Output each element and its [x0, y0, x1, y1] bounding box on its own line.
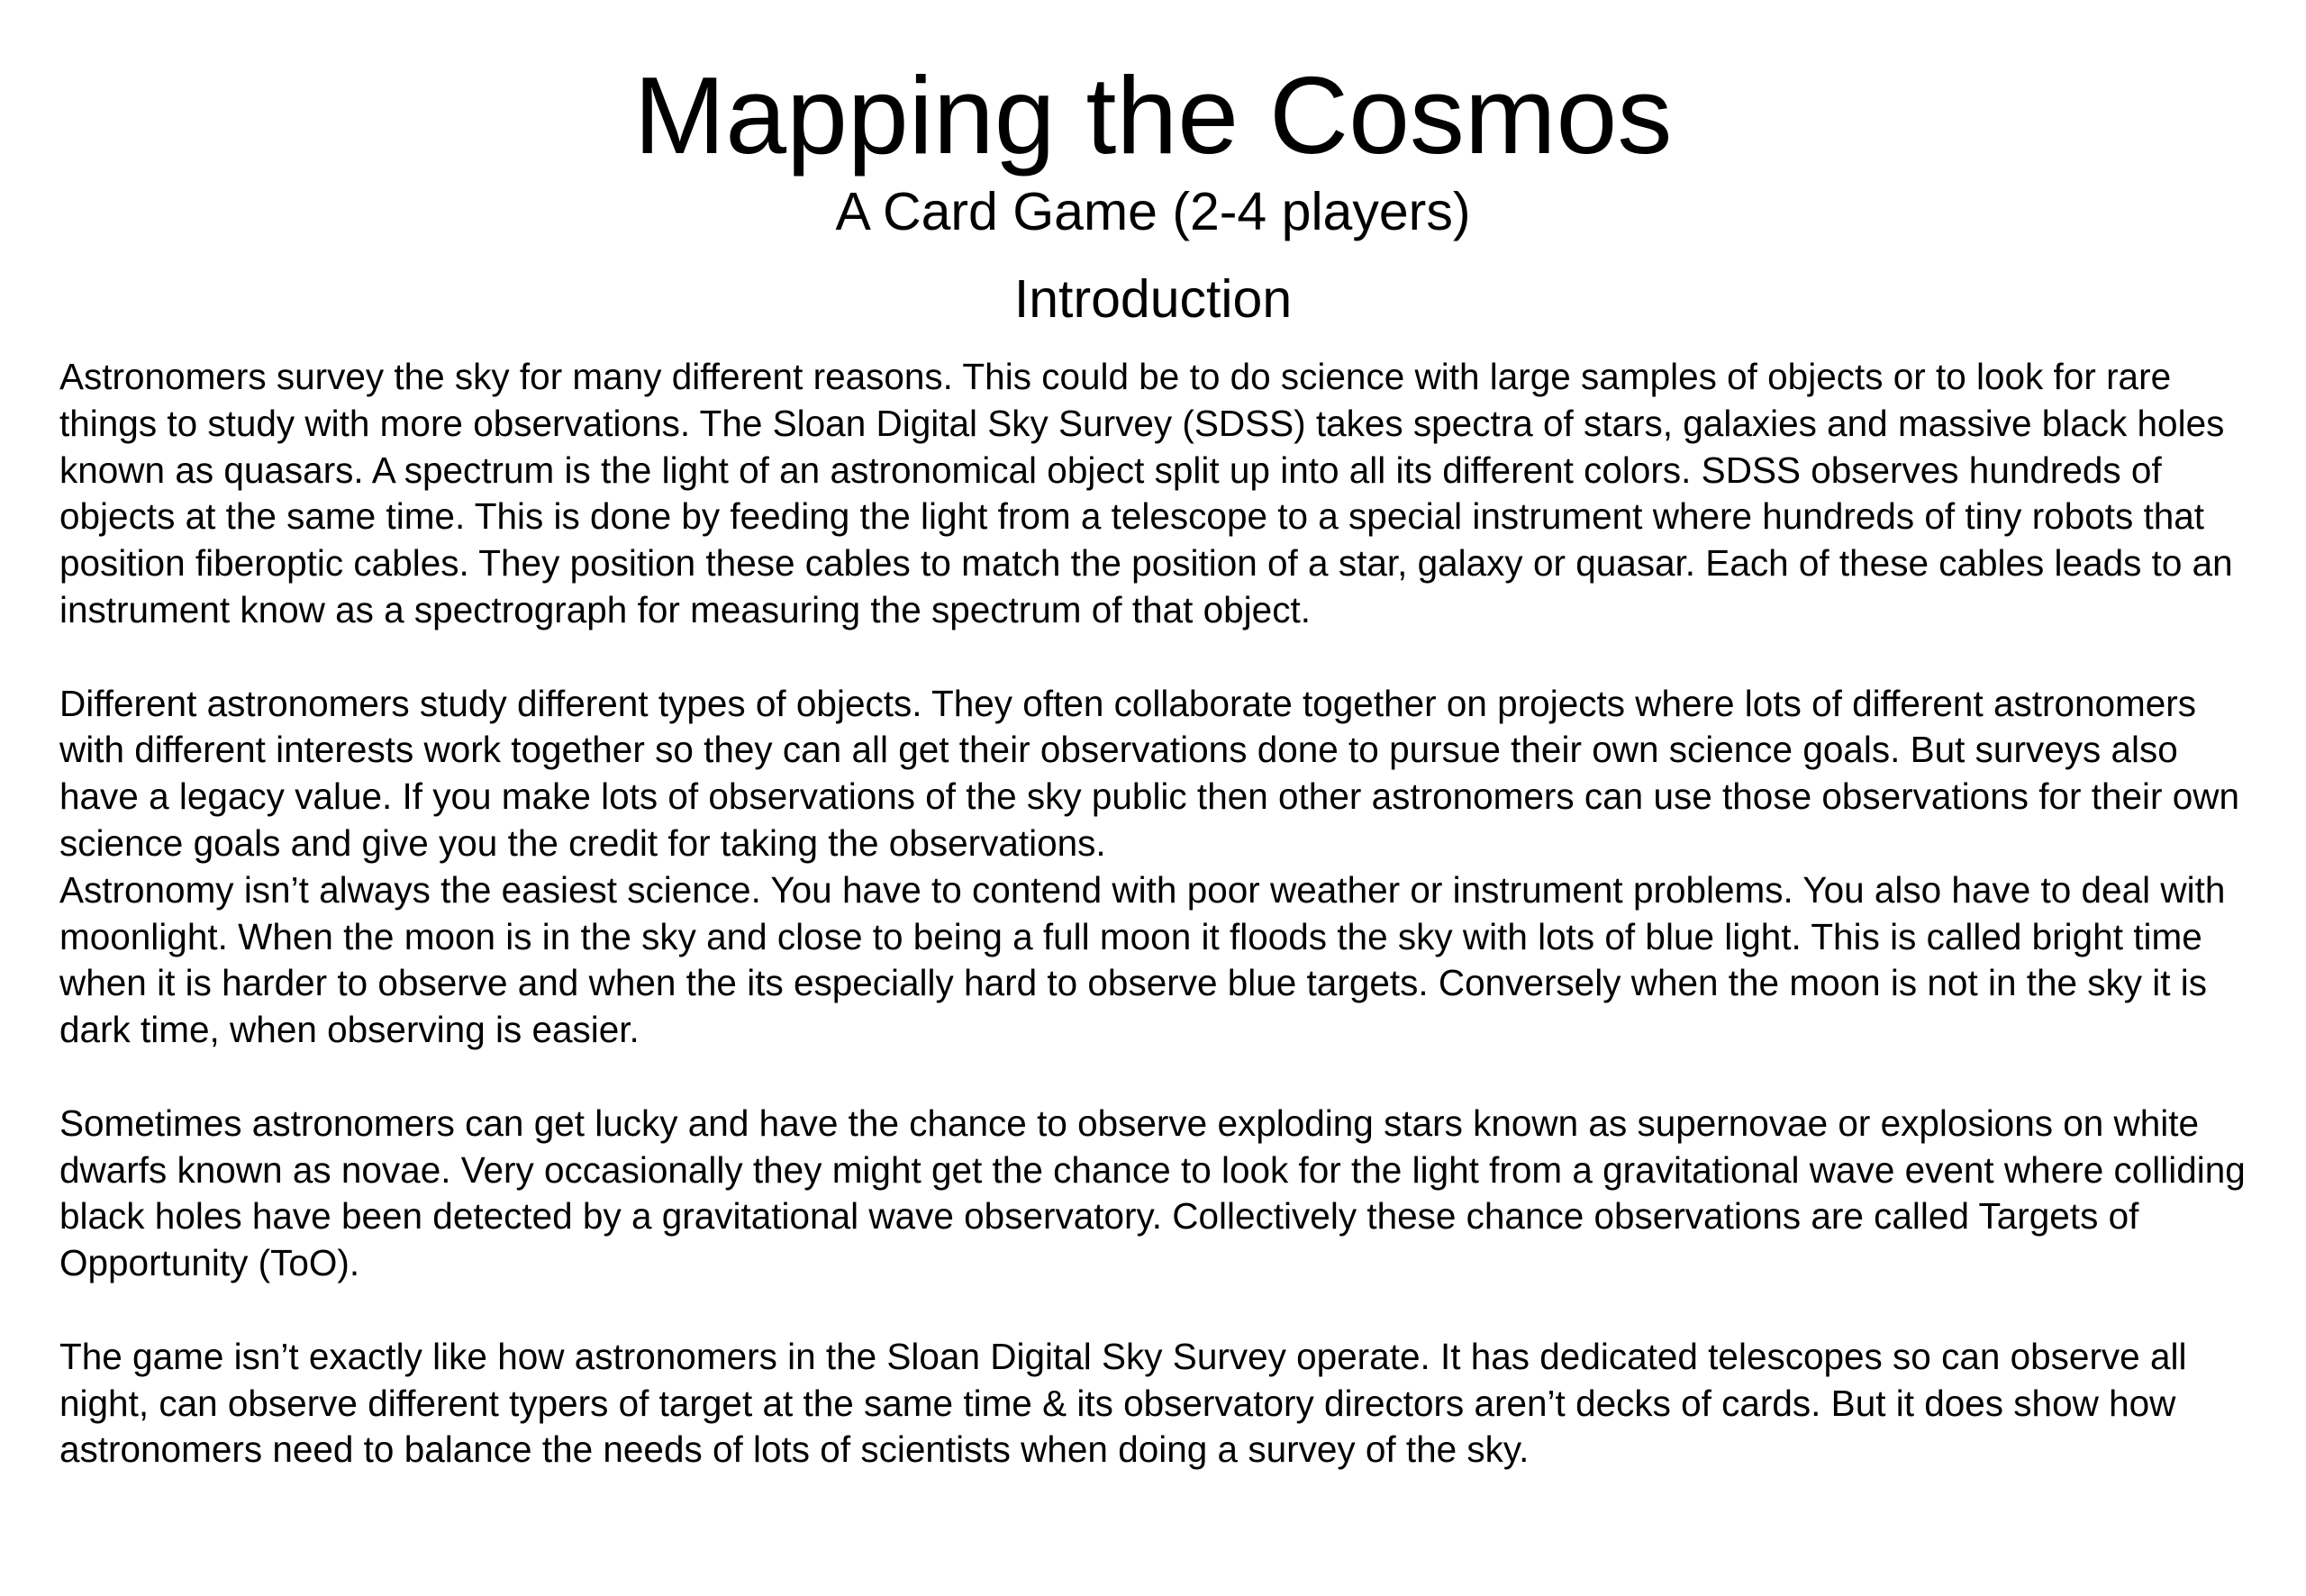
paragraph-survey-reasons: Astronomers survey the sky for many different reasons. This could be to do science with large samples of objects or to look for rare things to study with more observations. The Sloan Digital Sky Survey (SDSS) takes spectra of stars, galaxies and massive black holes known as quasars. A spectrum is the light of an astronomical object split up into all its different colors. SDSS observes hundreds of objects at the same time. This is done by feeding the light from a telescope to a special instrument where hundreds of tiny robots that position fiberoptic cables. They position these cables to match the position of a star, galaxy or quasar. Each of these cables leads to an instrument know as a spectrograph for measuring the spectrum of that object.	[59, 356, 2233, 630]
paragraph-targets-of-opportunity: Sometimes astronomers can get lucky and have the chance to observe exploding stars known as supernovae or explosions on white dwarfs known as novae. Very occasionally they might get the chance to look for the light from a gravitational wave event where colliding black holes have been detected by a gravitational wave observatory. Collectively these chance observations are called Targets of Opportunity (ToO).	[59, 1102, 2246, 1284]
introduction-body	[59, 354, 2266, 1474]
document-subtitle: A Card Game (2-4 players)	[835, 182, 1471, 241]
paragraph-collaboration: Different astronomers study different types of objects. They often collaborate together on projects where lots of different astronomers with different interests work together so they can all get their observations done to pursue their own science goals. But surveys also have a legacy value. If you make lots of observations of the sky public then other astronomers can use those observations for their own science goals and give you the credit for taking the observations.	[59, 682, 2240, 864]
section-heading-introduction: Introduction	[1013, 269, 1293, 329]
paragraph-moonlight: Astronomy isn’t always the easiest science. You have to contend with poor weather or instrument problems. You also have to deal with moonlight. When the moon is in the sky and close to being a full moon it floods the sky with lots of blue light. This is called bright time when it is harder to observe and when the its especially hard to observe blue targets. Conversely when the moon is not in the sky it is dark time, when observing is easier.	[59, 868, 2226, 1051]
document-title: Mapping the Cosmos	[633, 54, 1673, 177]
paragraph-game-disclaimer: The game isn’t exactly like how astronomers in the Sloan Digital Sky Survey operate. It has dedicated telescopes so can observe all night, can observe different typers of target at the same time & its observatory directors aren’t decks of cards. But it does show how astronomers need to balance the needs of lots of scientists when doing a survey of the sky.	[59, 1335, 2187, 1471]
